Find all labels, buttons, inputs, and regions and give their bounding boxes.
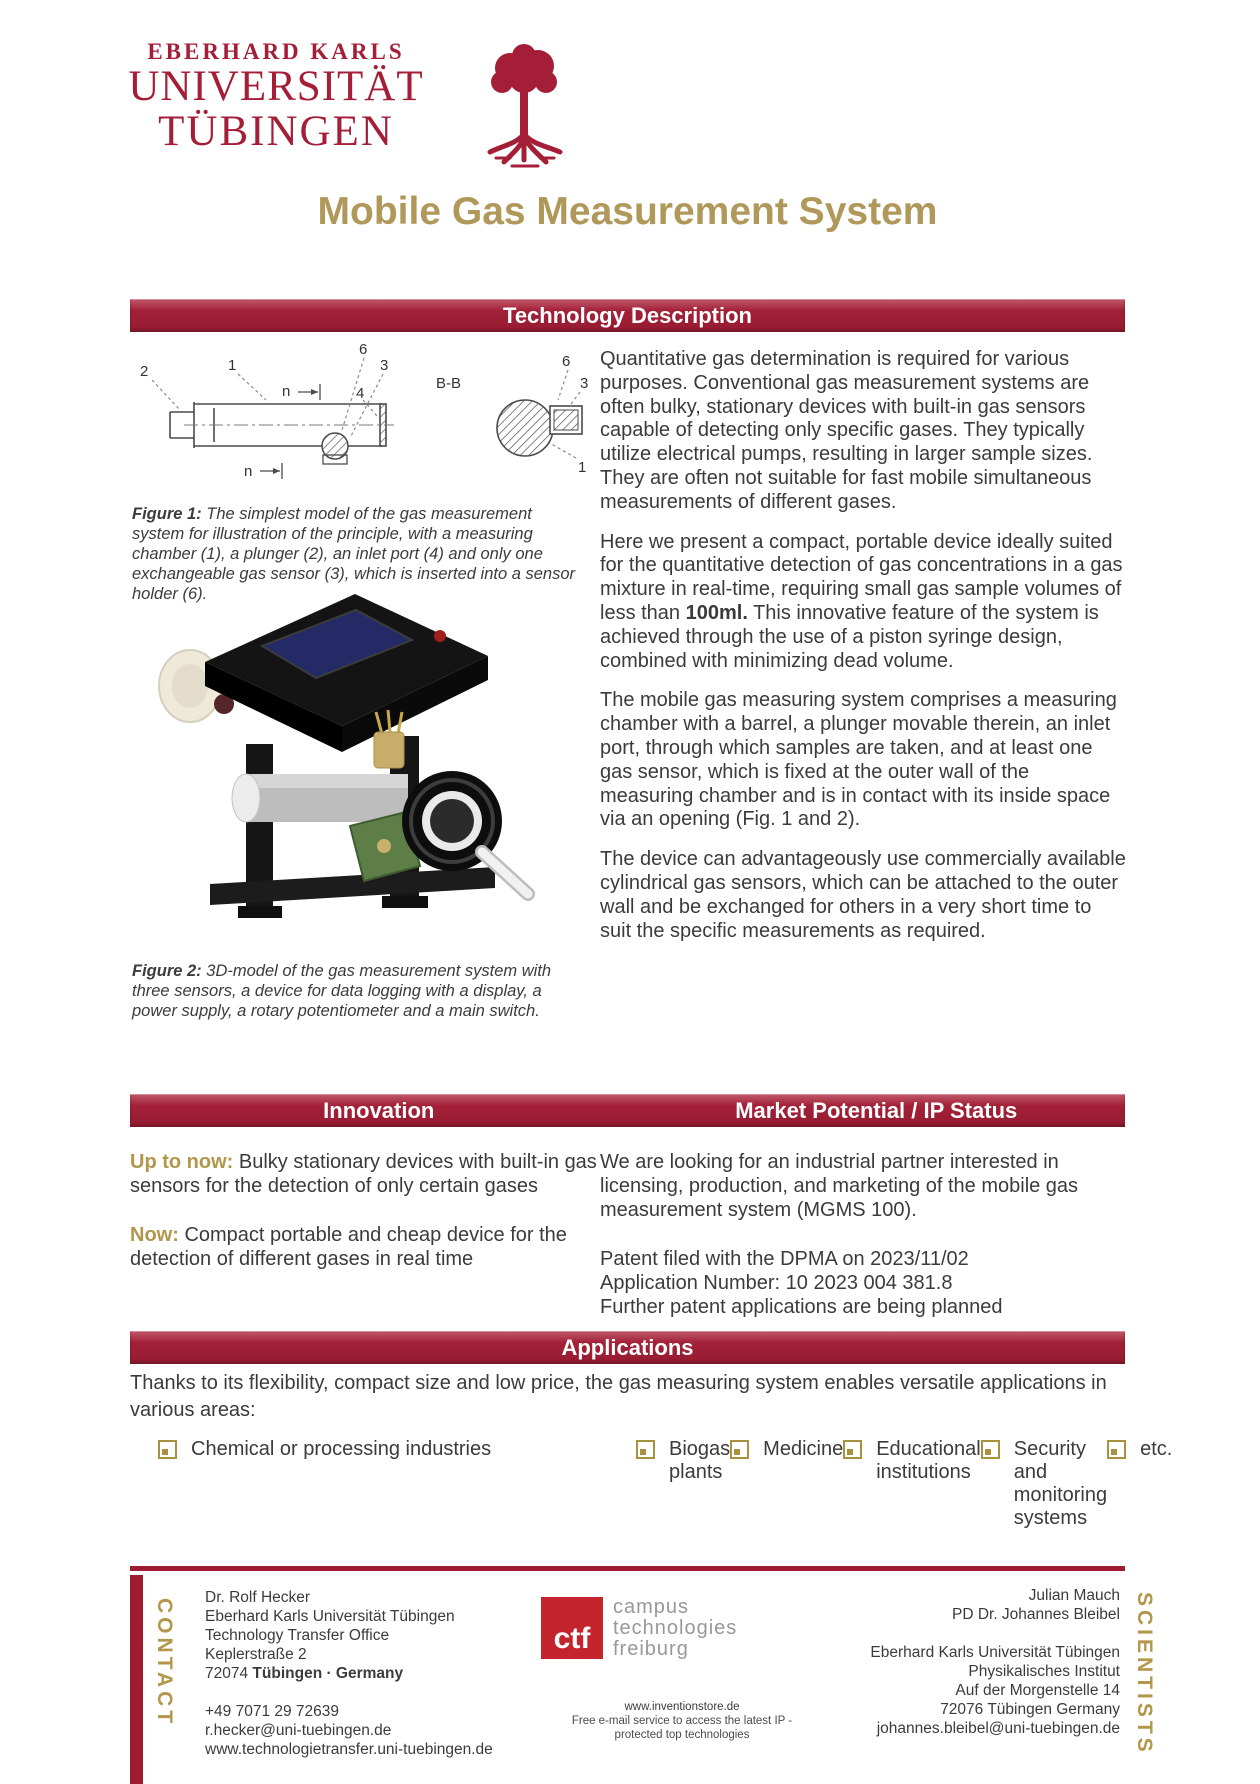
scientists-city: 72076 Tübingen Germany	[940, 1701, 1120, 1718]
scientists-institute: Physikalisches Institut	[968, 1663, 1120, 1680]
patent-line-2: Application Number: 10 2023 004 381.8	[600, 1272, 953, 1294]
scientists-email-link[interactable]: johannes.bleibel@uni-tuebingen.de	[876, 1720, 1120, 1737]
university-name-line3: TÜBINGEN	[158, 108, 394, 156]
innovation-now	[130, 1223, 602, 1271]
up-to-now-label: Up to now:	[130, 1151, 234, 1173]
contact-office: Technology Transfer Office	[205, 1627, 390, 1644]
ctf-logo-square: ctf	[541, 1597, 603, 1659]
applications-intro: Thanks to its flexibility, compact size and low price, the gas measuring system enables versatile applications in various areas:	[130, 1372, 1107, 1421]
scientist-name-1: Julian Mauch	[1028, 1587, 1120, 1604]
scientists-street: Auf der Morgenstelle 14	[955, 1682, 1120, 1699]
contact-org: Eberhard Karls Universität Tübingen	[205, 1608, 455, 1625]
technology-paragraph-2-end: This innovative feature of the system is achieved through the use of a piston syringe design, combined with minimizing dead volume.	[600, 601, 1099, 672]
contact-street: Keplerstraße 2	[205, 1646, 307, 1663]
section-bar-applications	[130, 1331, 1125, 1364]
contact-city-bold: Tübingen · Germany	[252, 1665, 404, 1682]
application-label: Chemical or processing industries	[191, 1438, 492, 1460]
technology-description-column	[600, 348, 1127, 959]
section-heading-technology: Technology Description	[503, 302, 752, 328]
fig1-label-2: 2	[140, 363, 149, 380]
application-label: Biogas plants	[669, 1438, 731, 1483]
contact-web-link[interactable]: www.technologietransfer.uni-tuebingen.de	[205, 1741, 493, 1758]
figure1-caption-text: The simplest model of the gas measurement system for illustration of the principle, with a measuring chamber (1), a plunger (2), an inlet port (4) and only one exchangeable gas sensor (3), which is inserted into a sensor holder (6).	[132, 504, 575, 603]
ctf-tagline-line2: Free e-mail service to access the latest IP -	[571, 1715, 793, 1727]
now-text: Compact portable and cheap device for the detection of different gases in real time	[130, 1224, 567, 1270]
inventionstore-link[interactable]: www.inventionstore.de	[624, 1701, 740, 1713]
figure1-schematic	[130, 336, 590, 484]
scientists-org: Eberhard Karls Universität Tübingen	[870, 1644, 1120, 1661]
fig1-dim-bottom: n	[244, 463, 253, 480]
list-item	[981, 1438, 1108, 1529]
applications-list	[158, 1438, 1173, 1529]
contact-vertical-label: CONTACT	[153, 1598, 176, 1728]
ctf-line-technologies: technologies	[613, 1617, 738, 1639]
fig1-detail-3: 3	[580, 375, 589, 392]
section-heading-market: Market Potential / IP Status	[735, 1097, 1018, 1123]
technology-paragraph-2	[600, 531, 1127, 674]
scientist-name-2: PD Dr. Johannes Bleibel	[951, 1606, 1120, 1623]
market-column	[600, 1150, 1128, 1344]
section-heading-applications: Applications	[561, 1334, 694, 1360]
list-item	[730, 1438, 843, 1492]
list-item	[636, 1438, 730, 1492]
figure1-caption-label: Figure 1:	[132, 504, 202, 523]
checkbox-bullet-icon	[1107, 1440, 1126, 1459]
now-label: Now:	[130, 1224, 179, 1246]
checkbox-bullet-icon	[730, 1440, 749, 1459]
technology-paragraph-4: The device can advantageously use commercially available cylindrical gas sensors, which can be attached to the outer wall and be exchanged for others in a very short time to suit the specific measurements as required.	[600, 848, 1126, 942]
fig1-label-6: 6	[359, 341, 368, 358]
technology-paragraph-1: Quantitative gas determination is required for various purposes. Conventional gas measurement systems are often bulky, stationary devices with built-in gas sensors capable of detecting only specific gases. They typically utilize electrical pumps, resulting in larger sample sizes. They are often not suitable for fast mobile simultaneous measurements of different gases.	[600, 348, 1093, 513]
list-item	[843, 1438, 981, 1492]
fig1-detail-1: 1	[578, 459, 587, 476]
ctf-tagline-line3: protected top technologies	[614, 1729, 750, 1741]
contact-block	[205, 1588, 493, 1759]
checkbox-bullet-icon	[843, 1440, 862, 1459]
technology-paragraph-2-bold: 100ml.	[685, 601, 748, 624]
footer-left-red-bar	[130, 1575, 143, 1784]
section-bar-technology	[130, 299, 1125, 332]
footer-divider	[130, 1566, 1125, 1571]
page-title: Mobile Gas Measurement System	[317, 190, 938, 233]
technology-paragraph-2-start: Here we present a compact, portable device ideally suited for the quantitative detection of gas concentrations in a gas mixture in real-time, requiring small gas sample volumes of less than	[600, 530, 1123, 624]
contact-email-link[interactable]: r.hecker@uni-tuebingen.de	[205, 1722, 392, 1739]
fig1-label-4: 4	[356, 385, 365, 402]
figure2-image	[150, 584, 540, 936]
up-to-now-text: Bulky stationary devices with built-in gas sensors for the detection of only certain gases	[130, 1151, 597, 1197]
figure2-caption-text: 3D-model of the gas measurement system with three sensors, a device for data logging with a display, a power supply, a rotary potentiometer and a main switch.	[132, 961, 552, 1020]
patent-line-3: Further patent applications are being planned	[600, 1296, 1003, 1318]
contact-zip: 72074	[205, 1665, 253, 1682]
contact-name: Dr. Rolf Hecker	[205, 1589, 311, 1606]
university-name-small: EBERHARD KARLS	[147, 39, 405, 64]
contact-phone: +49 7071 29 72639	[205, 1703, 340, 1720]
checkbox-bullet-icon	[981, 1440, 1000, 1459]
innovation-column	[130, 1150, 602, 1296]
figure2-caption-label: Figure 2:	[132, 961, 202, 980]
application-label: Medicine	[763, 1438, 844, 1460]
scientists-block	[700, 1586, 1120, 1738]
fig1-dim-top: n	[282, 383, 291, 400]
scientists-vertical-label: SCIENTISTS	[1133, 1592, 1156, 1756]
ctf-line-campus: campus	[613, 1596, 690, 1618]
application-label: Educational institutions	[876, 1438, 981, 1483]
market-paragraph: We are looking for an industrial partner interested in licensing, production, and marketing of the mobile gas measurement system (MGMS 100).	[600, 1151, 1079, 1221]
figure2-caption	[132, 961, 580, 1021]
section-bar-innovation-market	[130, 1094, 1125, 1127]
patent-line-1: Patent filed with the DPMA on 2023/11/02	[600, 1248, 969, 1270]
contact-city	[205, 1664, 493, 1683]
fig1-label-1: 1	[228, 357, 237, 374]
list-item	[1107, 1438, 1172, 1492]
university-tree-icon	[482, 42, 568, 172]
technology-paragraph-3: The mobile gas measuring system comprises a measuring chamber with a barrel, a plunger movable therein, an inlet port, through which samples are taken, and at least one gas sensor, which is fixed at the outer wall of the measuring chamber and is in contact with its inside space via an opening (Fig. 1 and 2).	[600, 689, 1117, 831]
fig1-detail-6: 6	[562, 353, 571, 370]
checkbox-bullet-icon	[158, 1440, 177, 1459]
fig1-label-3: 3	[380, 357, 389, 374]
ctf-line-freiburg: freiburg	[613, 1638, 689, 1660]
university-name-line2: UNIVERSITÄT	[128, 63, 424, 111]
checkbox-bullet-icon	[636, 1440, 655, 1459]
fig1-section-label: B-B	[436, 375, 462, 392]
list-item	[158, 1438, 636, 1492]
patent-block	[600, 1247, 1128, 1319]
innovation-up-to-now	[130, 1150, 602, 1198]
section-heading-innovation: Innovation	[323, 1097, 435, 1123]
application-label: Security and monitoring systems	[1013, 1438, 1108, 1529]
university-wordmark	[128, 40, 424, 154]
application-label: etc.	[1140, 1438, 1173, 1460]
